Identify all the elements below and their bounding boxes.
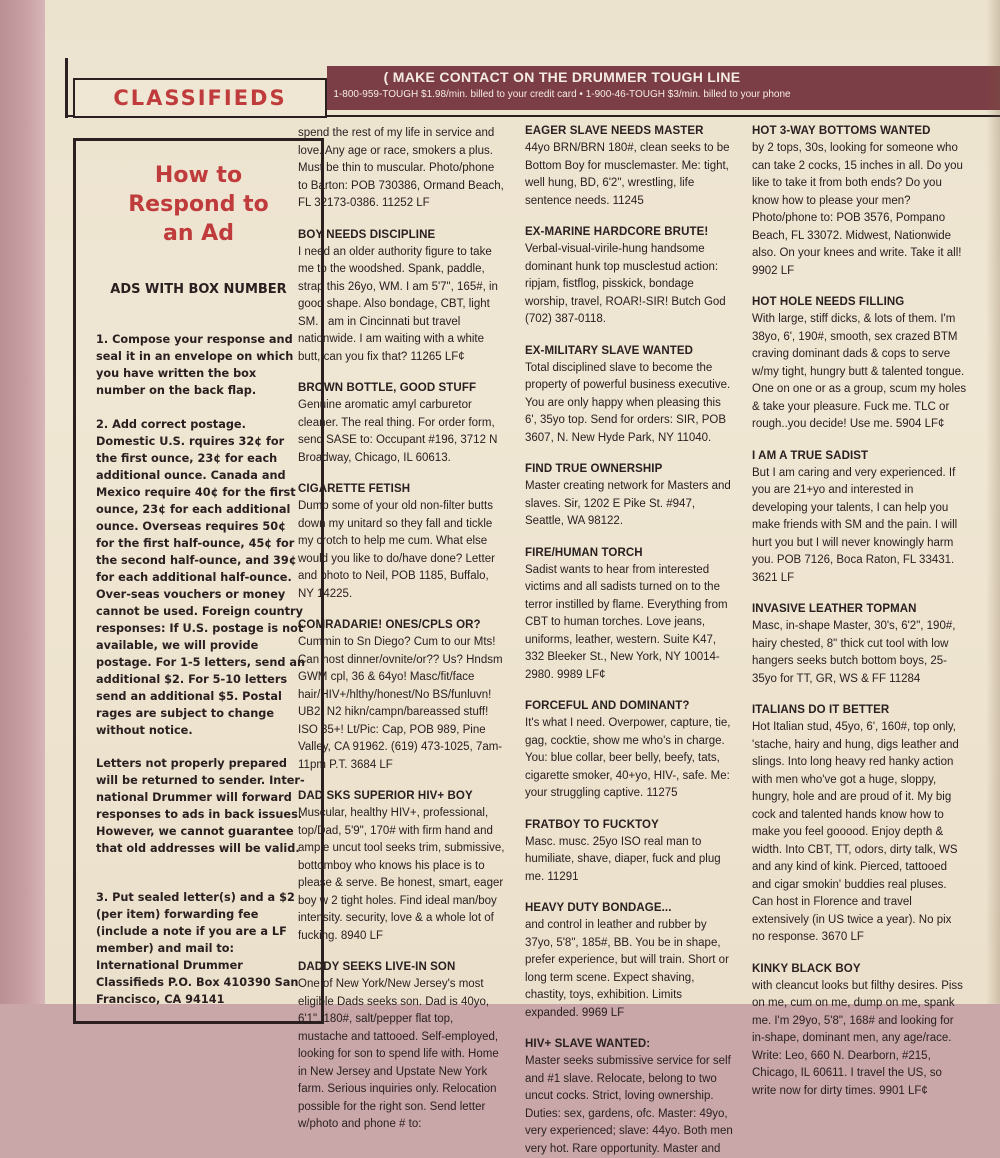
ad-listing [525,125,735,210]
ad-listing [525,700,735,803]
ad-listing [752,125,967,280]
ad-body: Hot Italian stud, 45yo, 6', 160#, top only, 'stache, hairy and hung, digs leather and slings. Into long heavy red hanky action with men who've got a huge, sloppy, hungry, hole and are proud of it. My big cock and talented hands know how to make you feel gooood. Enjoy depth & width. Into CBT, TT, odors, dirty talk, WS and any kind of kink. Pierced, tattooed and cigar smokin' buddies real pluses. Can host in Florence and travel extensively (in US twice a year). No pix no response. 3670 LF [752,721,959,943]
ad-body: Genuine aromatic amyl carburetor cleaner. The real thing. For order form, send SASE to: Occupant #196, 3712 N Broadway, Chicago, IL 60613. [298,399,498,464]
ad-heading: FRATBOY TO FUCKTOY [525,818,659,831]
magazine-page [45,0,1000,1155]
ad-body: Sadist wants to hear from interested victims and all sadists turned on to the terror instilled by flame. Everything from CBT to human torches. Love jeans, uniforms, leather, western. Suite K47, 332 Bleeker St., New York, NY 10014-2980. 9989 LF¢ [525,563,728,681]
ad-heading: ITALIANS DO IT BETTER [752,704,890,716]
how-title-line-3: an Ad [163,221,234,246]
ad-listing [525,226,735,329]
tough-line-phone-numbers: 1-800-959-TOUGH $1.98/min. billed to your credit card • 1-900-46-TOUGH $3/min. billed to your phone [333,89,791,100]
ad-listing [298,790,506,945]
ad-heading: HIV+ SLAVE WANTED: [525,1038,651,1050]
ads-column-3 [752,125,967,1097]
section-title: CLASSIFIEDS [113,86,287,110]
ad-heading: CIGARETTE FETISH [298,483,411,495]
ad-body: spend the rest of my life in service and love. Any age or race, smokers a plus. Must be thin to muscular. Photo/phone to Barton: POB 730386, Ormand Beach, FL 32173-0386. 11252 LF [298,127,504,209]
ad-body: Muscular, healthy HIV+, professional, top/Dad, 5'9", 170# with firm hand and ample uncut tool seeks trim, submissive, bottomboy who knows his place is to please & serve. Be honest, smart, eager boy w 2 tight holes. Find ideal man/boy intensity. security, love & a whole lot of fucking. 8940 LF [298,807,505,942]
ad-heading: FIND TRUE OWNERSHIP [525,463,663,475]
ad-heading: HOT 3-WAY BOTTOMS WANTED [752,125,931,137]
ad-body: Masc. musc. 25yo ISO real man to humiliate, shave, diaper, fuck and plug me. 11291 [525,835,721,883]
ad-listing [525,463,735,531]
ad-body: But I am caring and very experienced. If you are 21+yo and interested in developing your talents, I can help you make friends with SM and the pain. I will hurt you but I will never knowingly harm you. POB 7126, Boca Raton, FL 33431. 3621 LF [752,466,958,584]
ads-column-1 [298,125,506,1130]
ad-body: Cummin to Sn Diego? Cum to our Mts! Can host dinner/ovnite/or?? Us? Hndsm GWM cpl, 36 & 64yo! Masc/fit/face hair/HIV+/hlthy/honest/No BS/funluvn! UB2! N2 hikn/campn/bareassed stuff! ISO 35+! Lt/Pic: Cap, POB 989, Pine Valley, CA 91962. (619) 473-1025, 7am-11pm P.T. 3684 LF [298,636,503,771]
page-edge-shadow [986,0,1000,1004]
ad-heading: EAGER SLAVE NEEDS MASTER [525,125,704,137]
ad-listing [298,483,506,603]
ad-body: One of New York/New Jersey's most eligible Dads seeks son. Dad is 40yo, 6'1", 180#, salt/pepper flat top, mustache and tattooed. Self-employed, looking for son to spend life with. Home in New Jersey and Upstate New York farm. Serious inquiries only. Relocation possible for the right son. Send letter w/photo and phone # to: [298,978,499,1130]
ad-body: Total disciplined slave to become the property of powerful business executive. You are only happy when pleasing this 6', 35yo top. Send for orders: SIR, POB 3607, N. New Hyde Park, NY 11040. [525,361,731,444]
how-to-respond-box [73,138,324,1024]
ad-heading: I AM A TRUE SADIST [752,449,869,462]
ad-heading: FORCEFUL AND DOMINANT? [525,700,690,712]
ad-heading: KINKY BLACK BOY [752,962,861,975]
ad-body: with cleancut looks but filthy desires. Piss on me, cum on me, dump on me, spank me. I'm 29yo, 5'8", 168# and looking for in-shape, dominant men, any age/race. Write: Leo, 660 N. Dearborn, #215, Chicago, IL 60611. I travel the US, so write now for dirty times. 9901 LF¢ [752,979,963,1097]
ad-listing [298,961,506,1134]
ad-listing [752,450,967,588]
header-vertical-rule [65,58,68,118]
forwarding-note: Letters not properly prepared will be returned to sender. Inter-national Drummer will forward responses to ads in back issues. However, we cannot guarantee that old addresses will be valid. [96,757,305,855]
tough-line-heading: ( MAKE CONTACT ON THE DRUMMER TOUGH LINE [383,69,741,85]
ad-heading: EX-MARINE HARDCORE BRUTE! [525,226,709,238]
ad-listing [298,619,506,774]
step-2-text: 2. Add correct postage. Domestic U.S. rquires 32¢ for the first ounce, 23¢ for each additional ounce. Canada and Mexico require 40¢ for the first ounce, 23¢ for each additional ounce. Overseas requires 50¢ for the first half-ounce, 45¢ for the second half-ounce, and 39¢ for each additional half-ounce. Over-seas vouchers or money cannot be used. Foreign country responses: If U.S. postage is not available, we will provide postage. For 1-5 letters, send an additional $2. For 5-10 letters send an additional $5. Postal rages are subject to change without notice. [96,418,306,737]
ad-listing [298,125,506,213]
magazine-spine-margin [0,0,45,1004]
ad-body: Masc, in-shape Master, 30's, 6'2", 190#, hairy chested, 8" thick cut tool with low hangers seeks butch bottom boys, 25-35yo for TT, GR, WS & FF 11284 [752,620,956,685]
ad-body: Verbal-visual-virile-hung handsome dominant hunk top musclestud action: ripjam, fistflog, pisskick, bondage worship, travel, ROAR!-SIR! Butch God (702) 387-0118. [525,243,726,325]
ads-column-2 [525,125,735,1155]
ad-heading: EX-MILITARY SLAVE WANTED [525,344,694,357]
ad-body: I need an older authority figure to take me to the woodshed. Spank, paddle, strap this 26yo, WM. I am 5'7", 165#, in good shape. Also bondage, CBT, light SM. I am in Cincinnati but travel nationwide. I am waiting with a white butt, can you fix that? 11265 LF¢ [298,245,498,363]
ad-listing [525,819,735,887]
ad-listing [752,296,967,434]
section-title-box [73,78,327,118]
ad-body: and control in leather and rubber by 37yo, 5'8", 185#, BB. You be in shape, prefer experience, but will train. Short or long term scene. Expect shaving, chastity, toys, exhibition. Limits expanded. 9969 LF [525,919,729,1019]
ad-body: Master creating network for Masters and slaves. Sir, 1202 E Pike St. #947, Seattle, WA 98122. [525,480,731,527]
how-title-line-2: Respond to [128,192,269,217]
ad-heading: DADDY SEEKS LIVE-IN SON [298,961,456,973]
ad-heading: HOT HOLE NEEDS FILLING [752,296,905,308]
ad-heading: HEAVY DUTY BONDAGE... [525,902,672,914]
ad-heading: BROWN BOTTLE, GOOD STUFF [298,382,477,394]
step-3-text: 3. Put sealed letter(s) and a $2 (per item) forwarding fee (include a note if you are a LF member) and mail to: International Drummer Classifieds P.O. Box 410390 San Francisco, CA 94141 [96,891,299,1006]
how-to-respond-title [76,161,321,248]
step-1-text: 1. Compose your response and seal it in an envelope on which you have written the box number on the back flap. [96,333,294,397]
tough-line-banner [327,66,1000,110]
ad-listing [752,603,967,688]
ad-heading: DAD SKS SUPERIOR HIV+ BOY [298,790,473,802]
ad-body: Master seeks submissive service for self and #1 slave. Relocate, belong to two uncut cocks. Strict, loving ownership. Duties: sex, gardens, ofc. Master: 49yo, very experienced; slave: 44yo. Both men very hot. Rare opportunity. Master and [525,1055,733,1155]
ad-body: by 2 tops, 30s, looking for someone who can take 2 cocks, 15 inches in all. Do you like to take it from both ends? Do you know how to please your men? Photo/phone to: POB 3576, Pompano Beach, FL 33072. Midwest, Nationwide also. On your knees and write. Take it all! 9902 LF [752,142,963,277]
ad-body: With large, stiff dicks, & lots of them. I'm 38yo, 6', 190#, smooth, sex crazed BTM craving dominant dads & cops to serve w/my tight, hungry butt & talented tongue. One on one or as a group, scum my holes & take your pleasure. Fuck me. TLC or rough..you decide! Use me. 5904 LF¢ [752,313,967,430]
ad-listing [752,963,967,1101]
ad-listing [525,345,735,448]
ad-listing [525,547,735,685]
box-number-subtitle: ADS WITH BOX NUMBER [110,282,287,297]
ad-body: 44yo BRN/BRN 180#, clean seeks to be Bottom Boy for musclemaster. Me: tight, well hung, BD, 6'2", wrestling, life sentence needs. 11245 [525,142,730,207]
ad-body: Dump some of your old non-filter butts down my unitard so they fall and tickle my crotch to help me cum. What else would you like to do/have done? Letter and photo to Neil, POB 1185, Buffalo, NY 14225. [298,500,495,600]
ad-listing [525,902,735,1022]
ad-heading: COMRADARIE! ONES/CPLS OR? [298,619,481,631]
ad-listing [298,229,506,367]
ad-heading: BOY NEEDS DISCIPLINE [298,228,436,241]
ad-listing [752,704,967,947]
ad-heading: FIRE/HUMAN TORCH [525,546,643,559]
ad-listing [525,1038,735,1158]
ad-body: It's what I need. Overpower, capture, tie, gag, cocktie, show me who's in charge. You: blue collar, beer belly, beefy, tats, cigarette smoker, 40+yo, HIV-, safe. Me: your struggling captive. 11275 [525,717,731,799]
ad-listing [298,382,506,467]
ad-heading: INVASIVE LEATHER TOPMAN [752,603,917,615]
how-title-line-1: How to [154,163,243,188]
